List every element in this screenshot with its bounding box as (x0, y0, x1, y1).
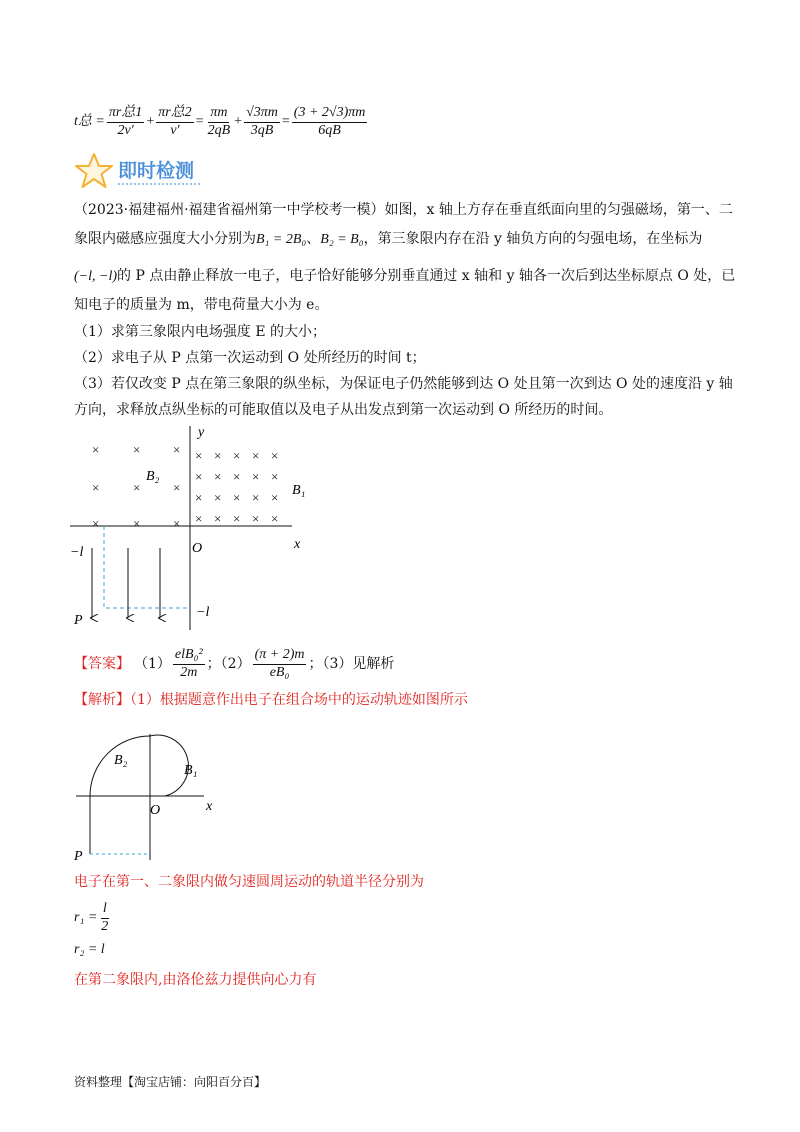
solution-line-1: 电子在第一、二象限内做匀速圆周运动的轨道半径分别为 (74, 874, 424, 890)
origin-label: O (192, 541, 203, 556)
field-cross: × (252, 511, 260, 526)
field-cross: × (92, 516, 100, 531)
b2-label: B₂ (146, 469, 160, 484)
answer-3: ；（3）见解析 (308, 656, 395, 672)
analysis-tag: 【解析】 (74, 692, 130, 708)
equals-sign: = (281, 114, 290, 129)
formula-frac-3 (206, 105, 233, 138)
field-cross: × (214, 448, 222, 463)
field-cross: × (233, 490, 241, 505)
formula-frac-1 (107, 105, 144, 138)
problem-line-3 (74, 266, 735, 287)
star-icon (74, 152, 114, 190)
field-cross: × (214, 511, 222, 526)
answer-2-fraction (253, 647, 307, 680)
origin-label: O (150, 803, 161, 818)
field-cross: × (195, 511, 203, 526)
field-cross: × (214, 469, 222, 484)
field-cross: × (92, 480, 100, 495)
field-cross: × (252, 490, 260, 505)
frac-den: 2 (101, 918, 109, 934)
field-cross: × (214, 490, 222, 505)
r1-equation (74, 900, 112, 936)
field-cross: × (173, 442, 181, 457)
frac-num: elB₀² (173, 647, 205, 664)
quadrant-2-field-marks (92, 442, 180, 531)
problem-text: 象限内磁感应强度大小分别为 (74, 231, 256, 247)
frac-num: (π + 2)m (253, 647, 307, 664)
section-header (74, 152, 234, 192)
frac-den: 2v′ (117, 122, 134, 138)
problem-line-1: （2023·福建福州·福建省福州第一中学校考一模）如图，x 轴上方存在垂直纸面向里的匀强磁场，第一、二 (74, 202, 733, 218)
problem-line-2 (74, 229, 702, 250)
frac-num: πr总2 (156, 105, 193, 122)
problem-text: 的 P 点由静止释放一电子，电子恰好能够分别垂直通过 x 轴和 y 轴各一次后到达坐标原点 O 处，已 (117, 268, 736, 284)
question-1: （1）求第三象限内电场强度 E 的大小； (74, 324, 327, 340)
separator: 、 (306, 231, 321, 247)
field-cross: × (92, 442, 100, 457)
analysis-line (74, 690, 468, 710)
figure-2 (70, 720, 230, 868)
frac-num: πr总1 (107, 105, 144, 122)
solution-line-2: 在第二象限内,由洛伦兹力提供向心力有 (74, 972, 317, 988)
frac-num: √3πm (244, 105, 280, 122)
b1-label: B₁ (292, 483, 306, 498)
frac-den: 6qB (318, 122, 341, 138)
field-cross: × (233, 511, 241, 526)
frac-den: 2qB (207, 122, 231, 138)
field-cross: × (195, 469, 203, 484)
plus-sign: + (146, 114, 155, 129)
b1-expression: B₁ = 2B₀ (256, 232, 307, 247)
r1-fraction (99, 901, 110, 934)
field-cross: × (173, 516, 181, 531)
question-3-line-1: （3）若仅改变 P 点在第三象限的纵坐标，为保证电子仍然能够到达 O 处且第一次到达 O 处的速度沿 y 轴 (74, 376, 733, 392)
answer-line (74, 642, 394, 686)
field-cross: × (252, 448, 260, 463)
point-coordinate: (−l, −l) (74, 269, 117, 284)
answer-2-prefix: ；（2） (206, 656, 251, 672)
answer-tag: 【答案】 (74, 656, 130, 672)
section-title: 即时检测 (118, 160, 195, 182)
field-cross: × (233, 448, 241, 463)
point-p-label: P (74, 849, 83, 864)
frac-num: (3 + 2√3)πm (292, 105, 368, 122)
analysis-text: （1）根据题意作出电子在组合场中的运动轨迹如图所示 (130, 692, 468, 708)
trajectory-b1-arc (150, 735, 188, 796)
neg-l-x-label: −l (70, 545, 84, 560)
neg-l-y-label: −l (196, 605, 210, 620)
dashed-guide (104, 526, 190, 608)
frac-den: 3qB (250, 122, 274, 138)
field-cross: × (233, 469, 241, 484)
field-cross: × (271, 469, 279, 484)
formula-top (74, 104, 369, 140)
quadrant-1-field-marks (195, 448, 278, 526)
y-axis-label: y (198, 425, 205, 440)
formula-frac-2 (156, 105, 193, 138)
frac-den: v′ (170, 122, 180, 138)
frac-den: eB₀ (269, 664, 290, 680)
heading-underline (118, 183, 200, 185)
frac-num: πm (208, 105, 229, 122)
frac-den: 2m (180, 664, 198, 680)
field-cross: × (133, 480, 141, 495)
b2-expression: B₂ = B₀ (320, 232, 364, 247)
problem-text: ，第三象限内存在沿 y 轴负方向的匀强电场，在坐标为 (363, 231, 703, 247)
problem-line-4: 知电子的质量为 m，带电荷量大小为 e。 (74, 297, 329, 313)
b2-label: B₂ (114, 753, 128, 768)
field-cross: × (133, 516, 141, 531)
field-cross: × (271, 511, 279, 526)
point-p-label: P (74, 613, 83, 628)
footer-text: 资料整理【淘宝店铺：向阳百分百】 (74, 1075, 267, 1089)
formula-frac-4 (244, 105, 280, 138)
x-axis-label: x (206, 799, 213, 814)
formula-frac-5 (292, 105, 368, 138)
r1-lhs: r₁ = (74, 910, 98, 925)
b1-label: B₁ (184, 763, 198, 778)
answer-1-prefix: （1） (134, 656, 171, 672)
field-cross: × (133, 442, 141, 457)
field-cross: × (195, 448, 203, 463)
x-axis-label: x (294, 537, 301, 552)
question-2: （2）求电子从 P 点第一次运动到 O 处所经历的时间 t； (74, 350, 426, 366)
field-cross: × (271, 448, 279, 463)
formula-lhs: t总 = (74, 114, 105, 129)
answer-1-fraction (173, 647, 205, 680)
field-cross: × (271, 490, 279, 505)
equals-sign: = (195, 114, 204, 129)
plus-sign: + (234, 114, 243, 129)
field-cross: × (252, 469, 260, 484)
question-3-line-2: 方向，求释放点纵坐标的可能取值以及电子从出发点到第一次运动到 O 所经历的时间。 (74, 402, 613, 418)
figure-1 (60, 418, 320, 638)
r2-equation: r₂ = l (74, 942, 105, 957)
frac-num: l (101, 901, 109, 918)
field-cross: × (195, 490, 203, 505)
field-cross: × (173, 480, 181, 495)
